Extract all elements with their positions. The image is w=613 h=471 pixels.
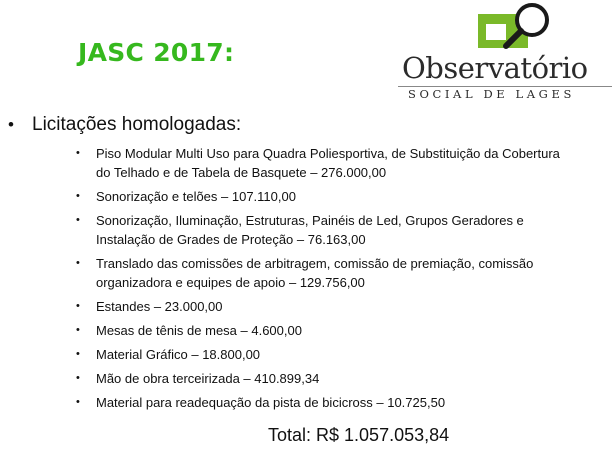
- bullet-icon: •: [76, 300, 80, 312]
- bullet-icon: •: [76, 147, 80, 159]
- bullet-icon: •: [76, 348, 80, 360]
- list-item: [76, 297, 566, 316]
- logo-main-text: Observatório: [402, 51, 588, 85]
- list-item-text: Mesas de tênis de mesa – 4.600,00: [96, 323, 302, 338]
- list-item-text: Mão de obra terceirizada – 410.899,34: [96, 371, 320, 386]
- list-item-text: Piso Modular Multi Uso para Quadra Poliesportiva, de Substituição da Cobertura do Telhado e de Tabela de Basquete – 276.000,00: [96, 146, 560, 180]
- bullet-icon: •: [76, 214, 80, 226]
- bullet-icon: •: [76, 396, 80, 408]
- bullet-icon: •: [76, 324, 80, 336]
- list-item-text: Sonorização e telões – 107.110,00: [96, 189, 296, 204]
- observatorio-logo: [398, 2, 612, 102]
- bid-list: [76, 144, 566, 417]
- bullet-icon: •: [76, 257, 80, 269]
- bullet-icon: •: [76, 372, 80, 384]
- section-heading-text: Licitações homologadas:: [32, 114, 242, 135]
- list-item-text: Material para readequação da pista de bicicross – 10.725,50: [96, 395, 446, 410]
- bullet-icon: •: [76, 190, 80, 202]
- logo-sub-text: SOCIAL DE LAGES: [408, 87, 575, 101]
- list-item: [76, 144, 566, 182]
- list-item: [76, 393, 566, 412]
- list-item: [76, 187, 566, 206]
- total-amount: Total: R$ 1.057.053,84: [268, 425, 450, 445]
- list-item: [76, 321, 566, 340]
- slide-title: JASC 2017:: [78, 38, 235, 67]
- list-item: [76, 369, 566, 388]
- list-item-text: Estandes – 23.000,00: [96, 299, 223, 314]
- list-item: [76, 211, 566, 249]
- bullet-icon: •: [8, 115, 14, 134]
- list-item: [76, 254, 566, 292]
- list-item-text: Translado das comissões de arbitragem, comissão de premiação, comissão organizadora e equipes de apoio – 129.756,00: [96, 256, 534, 290]
- section-heading: [8, 114, 241, 137]
- list-item-text: Sonorização, Iluminação, Estruturas, Painéis de Led, Grupos Geradores e Instalação de Grades de Proteção – 76.163,00: [96, 213, 524, 247]
- list-item-text: Material Gráfico – 18.800,00: [96, 347, 261, 362]
- list-item: [76, 345, 566, 364]
